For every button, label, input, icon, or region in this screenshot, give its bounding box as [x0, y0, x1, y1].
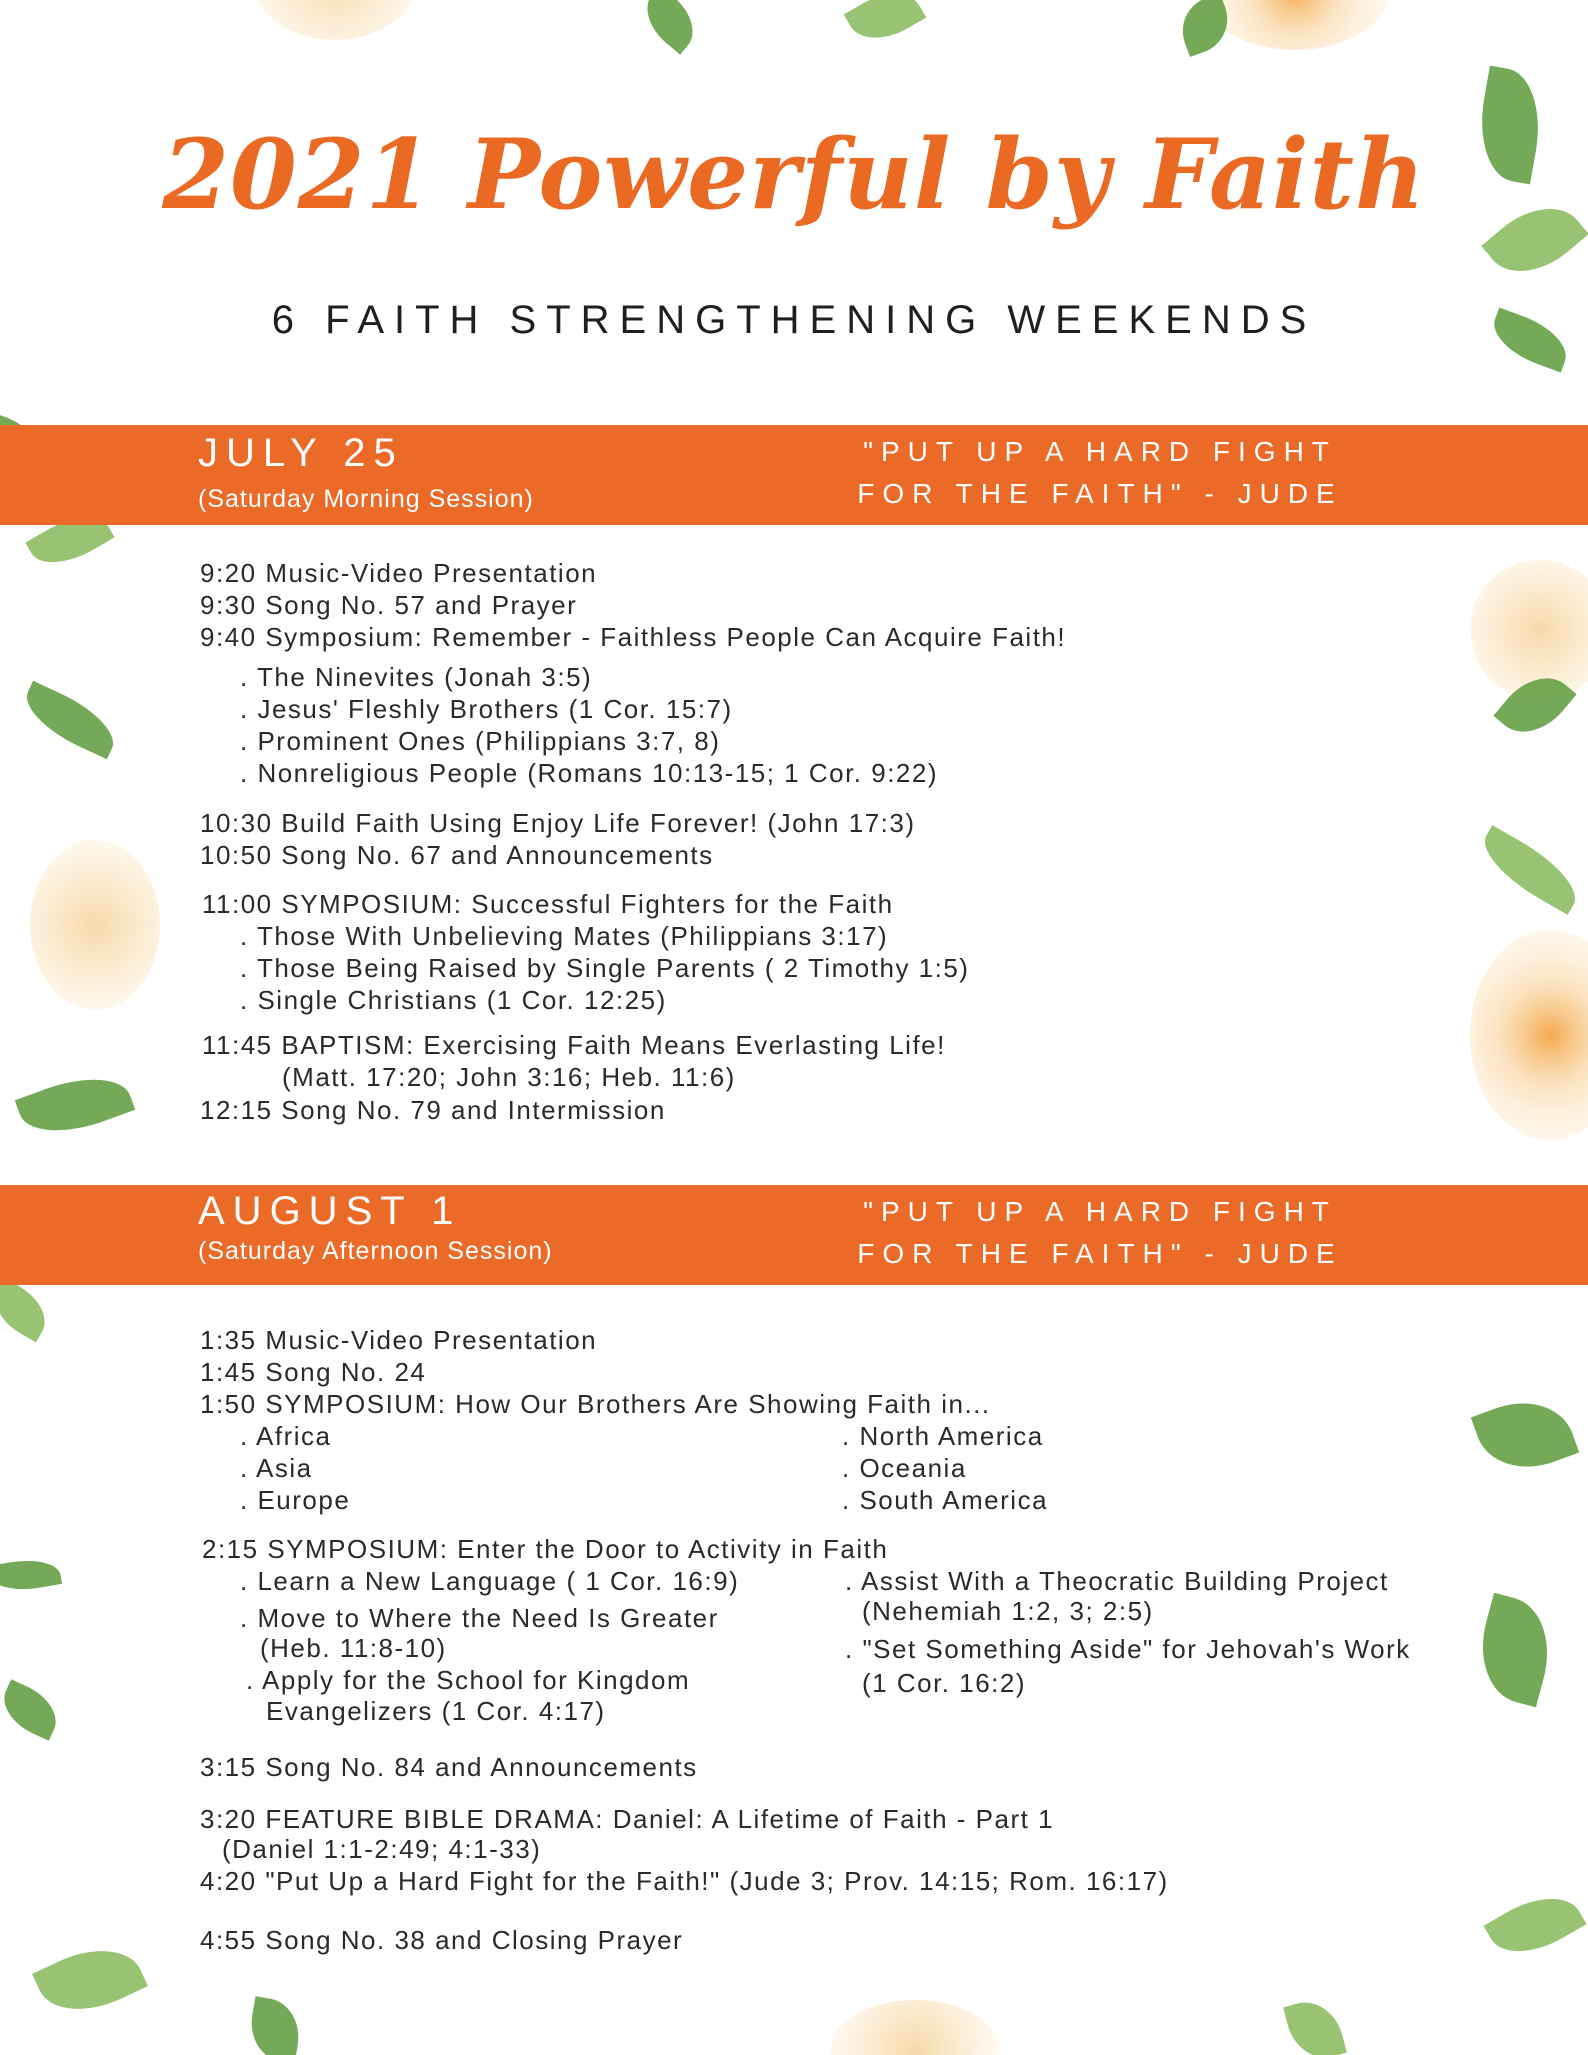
page-subtitle: 6 FAITH STRENGTHENING WEEKENDS — [271, 298, 1317, 342]
session-2-theme-line-1: "PUT UP A HARD FIGHT — [863, 1196, 1337, 1227]
session-2-banner — [0, 1185, 1588, 1311]
program-line: 1:50 SYMPOSIUM: How Our Brothers Are Showing Faith in... — [200, 1389, 991, 1419]
session-2-theme-line-2: FOR THE FAITH" - JUDE 3 — [857, 1238, 1343, 1311]
program-subitem: . Africa — [240, 1421, 332, 1451]
program-line: 11:00 SYMPOSIUM: Successful Fighters for the Faith — [202, 889, 894, 919]
program-subitem: . Assist With a Theocratic Building Project — [845, 1566, 1389, 1596]
program-subitem: . Single Christians (1 Cor. 12:25) — [240, 985, 667, 1015]
session-1-theme-line-2: FOR THE FAITH" - JUDE 3 — [857, 478, 1343, 551]
session-1-session: (Saturday Morning Session) — [198, 485, 534, 513]
program-subitem: Evangelizers (1 Cor. 4:17) — [266, 1696, 606, 1726]
program-line: 4:20 "Put Up a Hard Fight for the Faith!" (Jude 3; Prov. 14:15; Rom. 16:17) — [200, 1866, 1169, 1896]
program-line: 10:30 Build Faith Using Enjoy Life Forever! (John 17:3) — [200, 808, 916, 838]
program-subitem: . Apply for the School for Kingdom — [246, 1665, 691, 1695]
program-line: 9:20 Music-Video Presentation — [200, 558, 598, 588]
session-2-theme — [840, 1191, 1360, 1317]
program-subitem: (Daniel 1:1-2:49; 4:1-33) — [222, 1834, 542, 1864]
program-line: 10:50 Song No. 67 and Announcements — [200, 840, 714, 870]
program-line: 9:30 Song No. 57 and Prayer — [200, 590, 578, 620]
program-subitem: . Europe — [240, 1485, 351, 1515]
program-subitem: . Asia — [240, 1453, 313, 1483]
session-2-date: AUGUST 1 — [198, 1189, 462, 1233]
program-subitem: (Nehemiah 1:2, 3; 2:5) — [862, 1596, 1154, 1626]
program-subitem: (Matt. 17:20; John 3:16; Heb. 11:6) — [282, 1062, 736, 1092]
program-line: 2:15 SYMPOSIUM: Enter the Door to Activity in Faith — [202, 1534, 889, 1564]
program-subitem: . Those Being Raised by Single Parents ( 2 Timothy 1:5) — [240, 953, 970, 983]
program-subitem: (Heb. 11:8-10) — [260, 1633, 447, 1663]
program-subitem: . Those With Unbelieving Mates (Philippians 3:17) — [240, 921, 889, 951]
page-title: 2021 Powerful by Faith — [162, 118, 1426, 231]
program-line: 4:55 Song No. 38 and Closing Prayer — [200, 1925, 684, 1955]
program-subitem: (1 Cor. 16:2) — [862, 1668, 1027, 1698]
program-subitem: . Prominent Ones (Philippians 3:7, 8) — [240, 726, 721, 756]
program-line: 11:45 BAPTISM: Exercising Faith Means Everlasting Life! — [202, 1030, 946, 1060]
session-1-date: JULY 25 — [198, 431, 404, 475]
program-line: 3:15 Song No. 84 and Announcements — [200, 1752, 698, 1782]
program-subitem: . "Set Something Aside" for Jehovah's Work — [845, 1634, 1411, 1664]
program-subitem: . Learn a New Language ( 1 Cor. 16:9) — [240, 1566, 740, 1596]
session-1-theme — [840, 431, 1360, 557]
program-line: 1:35 Music-Video Presentation — [200, 1325, 598, 1355]
session-1-banner — [0, 425, 1588, 551]
program-subitem: . Oceania — [842, 1453, 967, 1483]
program-line: 12:15 Song No. 79 and Intermission — [200, 1095, 666, 1125]
program-subitem: . Move to Where the Need Is Greater — [240, 1603, 719, 1633]
session-2-session: (Saturday Afternoon Session) — [198, 1237, 553, 1265]
program-line: 9:40 Symposium: Remember - Faithless People Can Acquire Faith! — [200, 622, 1067, 652]
program-subitem: . South America — [842, 1485, 1049, 1515]
program-line: 1:45 Song No. 24 — [200, 1357, 427, 1387]
program-subitem: . North America — [842, 1421, 1044, 1451]
program-subitem: . Nonreligious People (Romans 10:13-15; 1 Cor. 9:22) — [240, 758, 939, 788]
program-subitem: . Jesus' Fleshly Brothers (1 Cor. 15:7) — [240, 694, 733, 724]
session-1-theme-line-1: "PUT UP A HARD FIGHT — [863, 436, 1337, 467]
program-line: 3:20 FEATURE BIBLE DRAMA: Daniel: A Lifetime of Faith - Part 1 — [200, 1804, 1055, 1834]
program-subitem: . The Ninevites (Jonah 3:5) — [240, 662, 593, 692]
